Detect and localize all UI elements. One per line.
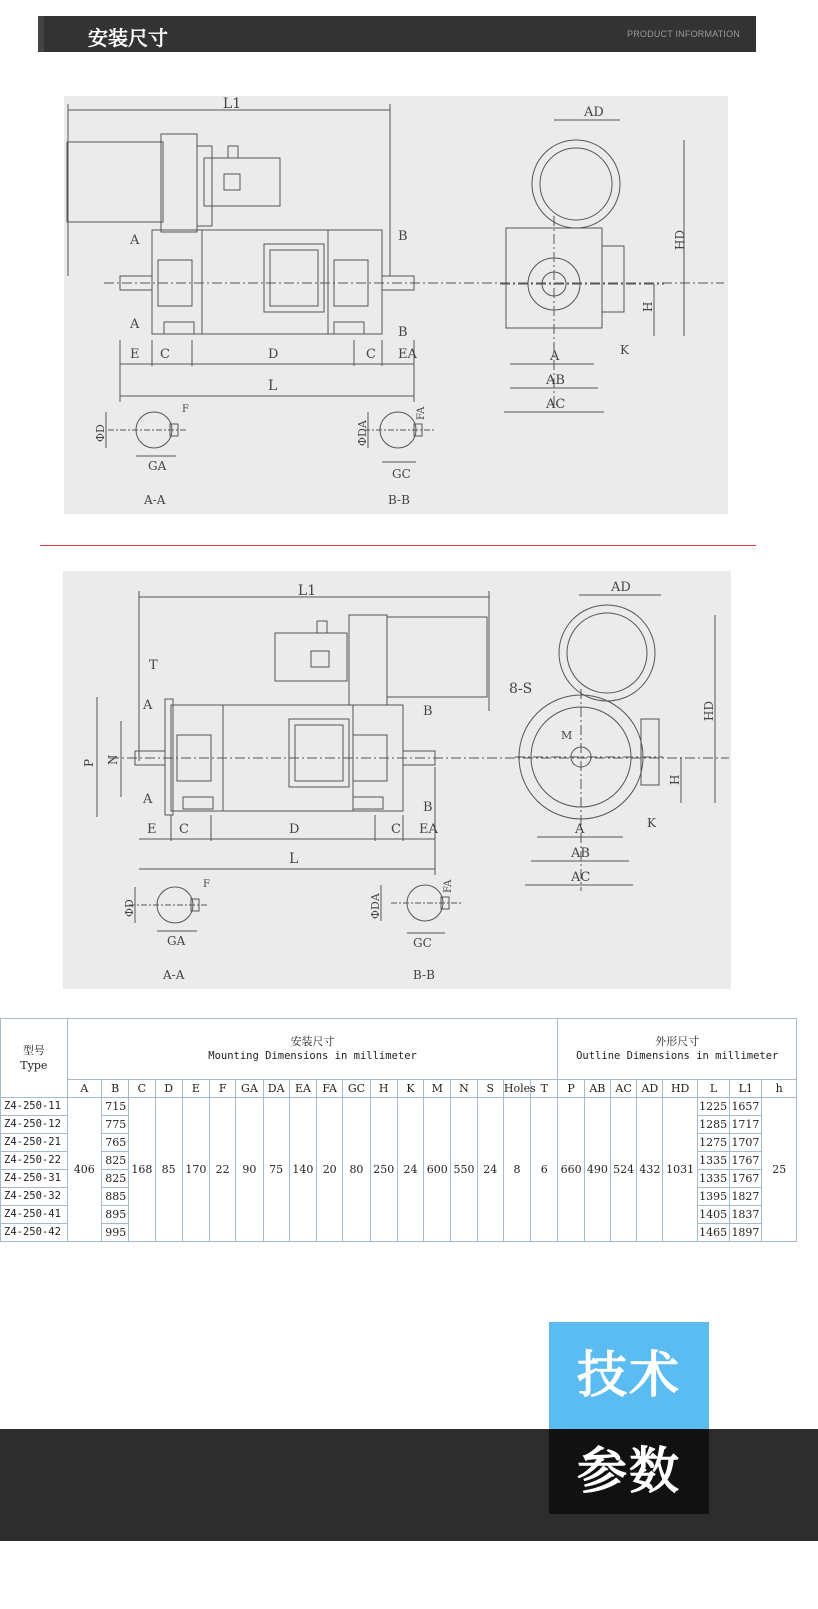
value-cell-s: 24: [477, 1098, 503, 1242]
value-cell-d: 85: [155, 1098, 182, 1242]
value-cell-l: 1335: [697, 1170, 729, 1188]
label-B-bottom: B: [423, 800, 433, 815]
label-H: H: [641, 301, 655, 312]
label-A-bottom: A: [143, 792, 153, 807]
value-cell-ga: 90: [236, 1098, 263, 1242]
column-header: P: [558, 1080, 584, 1098]
tech-badge: 技术: [549, 1322, 709, 1429]
outline-title: 外形尺寸: [655, 1035, 700, 1048]
column-header: EA: [289, 1080, 316, 1098]
value-cell-p: 660: [558, 1098, 584, 1242]
column-header: D: [155, 1080, 182, 1098]
label-AB: AB: [571, 846, 590, 861]
drawing-foot-mounted-svg: [64, 96, 728, 514]
label-GC: GC: [392, 467, 411, 481]
label-K: K: [647, 816, 656, 830]
type-header: 型号: [22, 1044, 45, 1057]
value-cell-l: 1465: [697, 1224, 729, 1242]
value-cell-hd: 1031: [663, 1098, 697, 1242]
value-cell-l1: 1837: [730, 1206, 762, 1224]
value-cell-b: 825: [101, 1170, 128, 1188]
model-cell: Z4-250-42: [1, 1224, 68, 1242]
drawing-foot-mounted: [64, 96, 728, 514]
label-T: T: [149, 658, 158, 673]
column-header: S: [477, 1080, 503, 1098]
section-header: [38, 16, 756, 52]
value-cell-ab: 490: [584, 1098, 610, 1242]
model-cell: Z4-250-31: [1, 1170, 68, 1188]
label-EA: EA: [419, 822, 438, 837]
label-A-top: A: [130, 233, 140, 248]
value-cell-b: 715: [101, 1098, 128, 1116]
column-header: L: [697, 1080, 729, 1098]
value-cell-n: 550: [451, 1098, 477, 1242]
label-phiD: ΦD: [94, 424, 107, 442]
mounting-header-cell: [67, 1019, 558, 1080]
column-header: N: [451, 1080, 477, 1098]
value-cell-b: 765: [101, 1134, 128, 1152]
column-header: GC: [343, 1080, 370, 1098]
column-header: Holes: [503, 1080, 530, 1098]
outline-title-en: Outline Dimensions in millimeter: [576, 1050, 779, 1062]
column-header: M: [424, 1080, 451, 1098]
value-cell-l: 1225: [697, 1098, 729, 1116]
value-cell-ac: 524: [610, 1098, 636, 1242]
label-AD: AD: [584, 105, 604, 120]
value-cell-b: 885: [101, 1188, 128, 1206]
label-GA: GA: [167, 934, 186, 948]
column-header: HD: [663, 1080, 697, 1098]
value-cell-b: 825: [101, 1152, 128, 1170]
value-cell-ea: 140: [289, 1098, 316, 1242]
column-header: h: [762, 1080, 797, 1098]
label-HD: HD: [702, 700, 716, 721]
label-AC: AC: [571, 870, 591, 885]
value-cell-a: 406: [67, 1098, 101, 1242]
label-H: H: [668, 774, 682, 785]
label-B-bottom: B: [398, 325, 408, 340]
column-header: FA: [317, 1080, 343, 1098]
value-cell-l1: 1657: [730, 1098, 762, 1116]
column-header: F: [210, 1080, 236, 1098]
section-subtitle: PRODUCT INFORMATION: [627, 29, 740, 39]
label-AB: AB: [546, 373, 565, 388]
value-cell-ad: 432: [637, 1098, 663, 1242]
value-cell-l: 1335: [697, 1152, 729, 1170]
model-cell: Z4-250-12: [1, 1116, 68, 1134]
column-header: L1: [730, 1080, 762, 1098]
value-cell-e: 170: [182, 1098, 209, 1242]
type-header-en: Type: [20, 1059, 48, 1072]
label-phiDA: ΦDA: [369, 893, 382, 919]
column-header: E: [182, 1080, 209, 1098]
label-A-end: A: [575, 822, 585, 837]
label-A-bottom: A: [130, 317, 140, 332]
label-N: N: [106, 754, 120, 765]
drawing-flange-mounted: [63, 571, 731, 989]
value-cell-l: 1275: [697, 1134, 729, 1152]
model-cell: Z4-250-11: [1, 1098, 68, 1116]
dimensions-table-body: [1, 1098, 797, 1242]
label-AC: AC: [546, 397, 566, 412]
value-cell-l: 1285: [697, 1116, 729, 1134]
params-badge: 参数: [549, 1429, 709, 1514]
value-cell-k: 24: [397, 1098, 423, 1242]
value-cell-l1: 1897: [730, 1224, 762, 1242]
column-header: AD: [637, 1080, 663, 1098]
header-accent: [38, 16, 44, 52]
value-cell-l1: 1827: [730, 1188, 762, 1206]
value-cell-da: 75: [263, 1098, 289, 1242]
column-header: A: [67, 1080, 101, 1098]
label-E: E: [130, 347, 140, 362]
label-AD: AD: [611, 580, 631, 595]
value-cell-l: 1405: [697, 1206, 729, 1224]
label-P: P: [82, 758, 96, 767]
label-HD: HD: [673, 229, 687, 250]
label-C-right: C: [391, 822, 401, 837]
label-FA: FA: [416, 406, 427, 420]
label-B-top: B: [423, 704, 433, 719]
label-F: F: [182, 404, 189, 415]
label-A-end: A: [550, 349, 560, 364]
value-cell-f: 22: [210, 1098, 236, 1242]
label-A-top: A: [143, 698, 153, 713]
value-cell-l1: 1717: [730, 1116, 762, 1134]
column-header: K: [397, 1080, 423, 1098]
label-L: L: [289, 851, 299, 867]
label-C-right: C: [366, 347, 376, 362]
label-8-S: 8-S: [509, 681, 533, 697]
label-M: M: [561, 729, 573, 742]
label-phiD: ΦD: [123, 899, 136, 917]
label-EA: EA: [398, 347, 417, 362]
dimensions-table: [0, 1018, 797, 1242]
column-header: AC: [610, 1080, 636, 1098]
column-header-row: [1, 1080, 797, 1098]
value-cell-l1: 1767: [730, 1152, 762, 1170]
value-cell-fa: 20: [317, 1098, 343, 1242]
label-A-A: A-A: [163, 968, 185, 982]
model-cell: Z4-250-41: [1, 1206, 68, 1224]
label-B-top: B: [398, 229, 408, 244]
column-header: T: [531, 1080, 558, 1098]
drawing-flange-mounted-svg: [63, 571, 731, 989]
value-cell-b: 895: [101, 1206, 128, 1224]
type-header-cell: [1, 1019, 68, 1098]
model-cell: Z4-250-21: [1, 1134, 68, 1152]
value-cell-l1: 1767: [730, 1170, 762, 1188]
value-cell-l1: 1707: [730, 1134, 762, 1152]
column-header: H: [370, 1080, 397, 1098]
label-B-B: B-B: [388, 493, 410, 507]
model-cell: Z4-250-22: [1, 1152, 68, 1170]
label-L1: L1: [222, 96, 242, 112]
mounting-title-en: Mounting Dimensions in millimeter: [208, 1050, 417, 1062]
label-GA: GA: [148, 459, 167, 473]
label-phiDA: ΦDA: [356, 420, 369, 446]
label-F: F: [203, 879, 210, 890]
label-FA: FA: [443, 879, 454, 893]
label-D: D: [268, 347, 279, 362]
label-GC: GC: [413, 936, 432, 950]
label-B-B: B-B: [413, 968, 435, 982]
value-cell-holes: 8: [503, 1098, 530, 1242]
value-cell-gc: 80: [343, 1098, 370, 1242]
column-header: GA: [236, 1080, 263, 1098]
column-header: DA: [263, 1080, 289, 1098]
table-row: [1, 1098, 797, 1116]
section-title: 安装尺寸: [88, 26, 168, 50]
mounting-title: 安装尺寸: [290, 1035, 335, 1048]
value-cell-m: 600: [424, 1098, 451, 1242]
label-C-left: C: [160, 347, 170, 362]
label-K: K: [620, 343, 629, 357]
label-L: L: [268, 378, 278, 394]
value-cell-c: 168: [129, 1098, 155, 1242]
value-cell-h: 25: [762, 1098, 797, 1242]
column-header: C: [129, 1080, 155, 1098]
section-divider: [40, 545, 756, 546]
column-header: AB: [584, 1080, 610, 1098]
label-L1: L1: [297, 583, 317, 599]
value-cell-b: 995: [101, 1224, 128, 1242]
value-cell-l: 1395: [697, 1188, 729, 1206]
value-cell-h: 250: [370, 1098, 397, 1242]
value-cell-b: 775: [101, 1116, 128, 1134]
outline-header-cell: [558, 1019, 797, 1080]
label-D: D: [289, 822, 300, 837]
label-C-left: C: [179, 822, 189, 837]
label-A-A: A-A: [144, 493, 166, 507]
column-header: B: [101, 1080, 128, 1098]
model-cell: Z4-250-32: [1, 1188, 68, 1206]
label-E: E: [147, 822, 157, 837]
value-cell-t: 6: [531, 1098, 558, 1242]
